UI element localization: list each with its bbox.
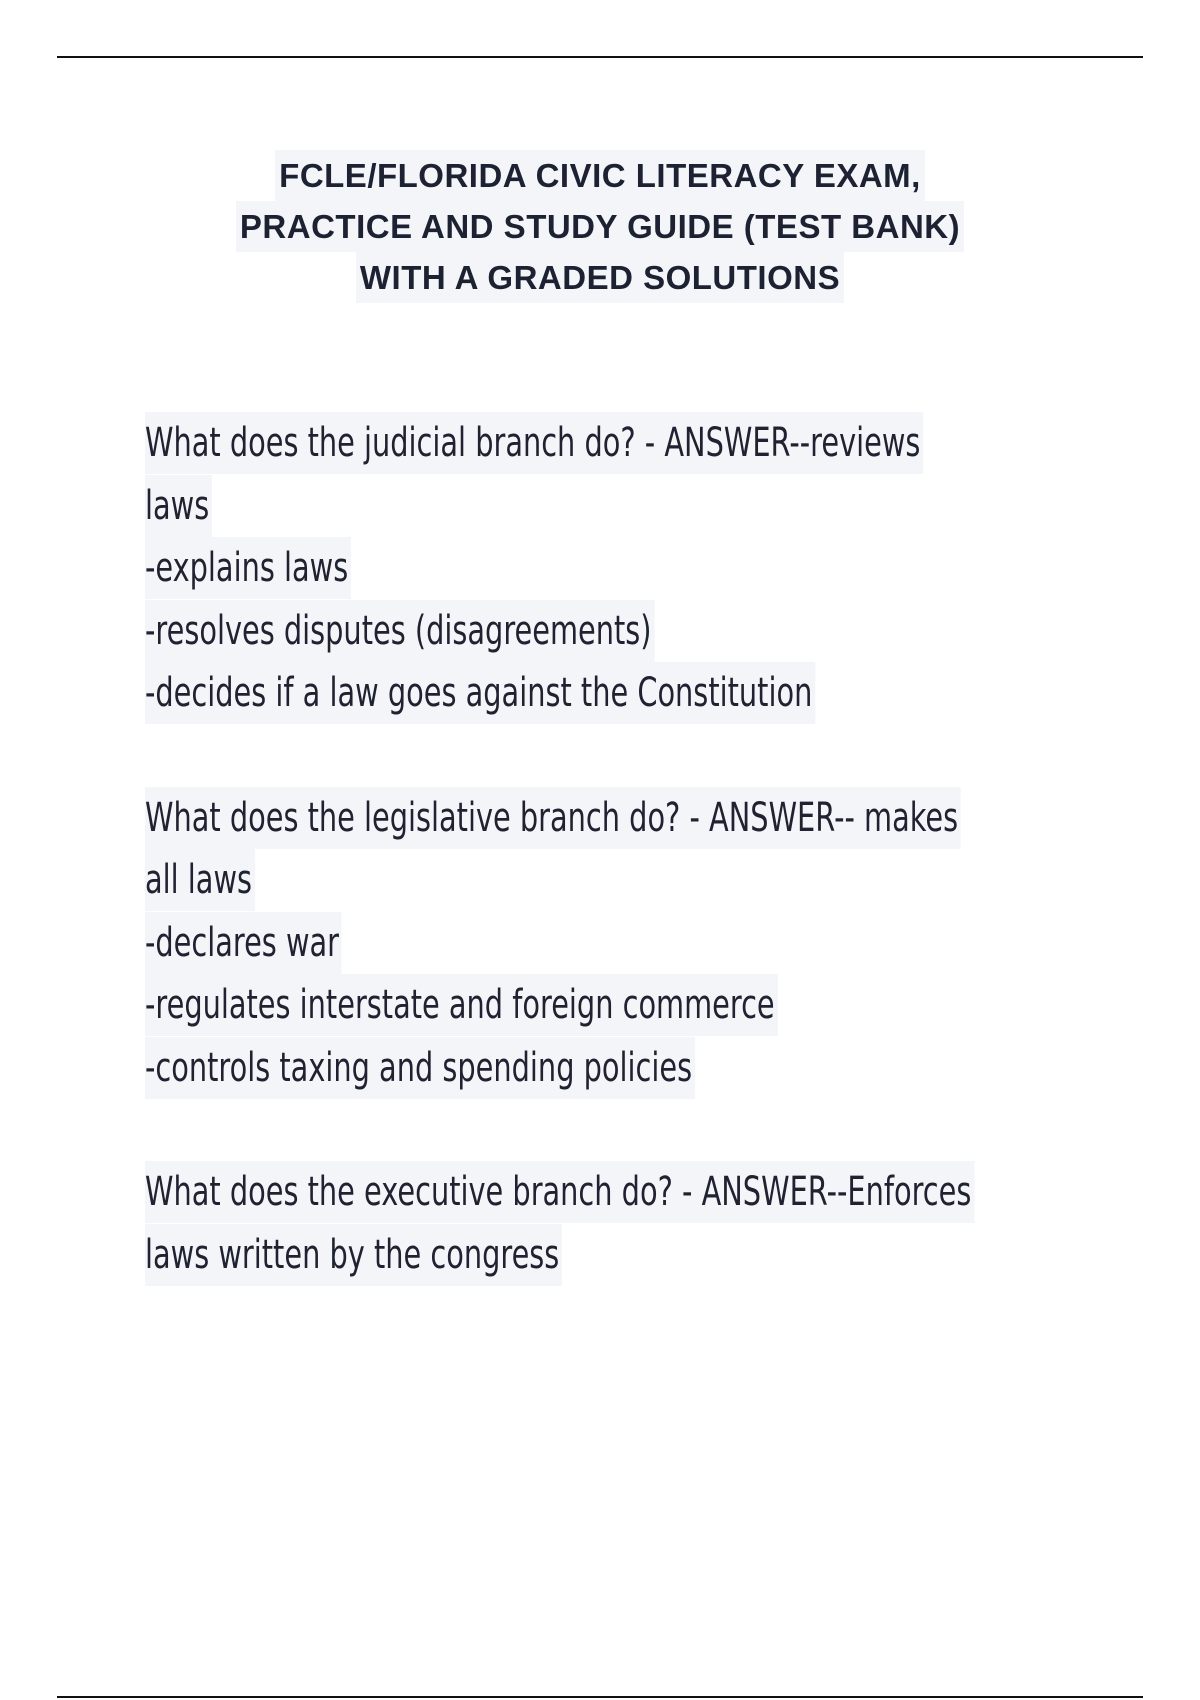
title-line: PRACTICE AND STUDY GUIDE (TEST BANK) xyxy=(236,201,964,252)
document-title xyxy=(0,150,1200,303)
bottom-rule xyxy=(57,1696,1143,1698)
qa-question-line: What does the judicial branch do? - ANSWER--reviews xyxy=(145,412,923,474)
qa-answer-line: -regulates interstate and foreign commerce xyxy=(145,974,778,1036)
qa-executive xyxy=(145,1161,1105,1286)
qa-answer-line: all laws xyxy=(145,849,255,911)
top-rule xyxy=(57,56,1143,58)
qa-question-line: What does the executive branch do? - ANSWER--Enforces xyxy=(145,1161,974,1223)
title-line: FCLE/FLORIDA CIVIC LITERACY EXAM, xyxy=(275,150,925,201)
qa-answer-line: laws written by the congress xyxy=(145,1224,562,1286)
qa-answer-line: -declares war xyxy=(145,912,342,974)
question-answer-list xyxy=(145,412,1105,1348)
qa-legislative xyxy=(145,787,1105,1100)
qa-answer-line: -explains laws xyxy=(145,537,351,599)
qa-judicial xyxy=(145,412,1105,725)
qa-answer-line: -resolves disputes (disagreements) xyxy=(145,600,654,662)
qa-answer-line: laws xyxy=(145,475,212,537)
qa-answer-line: -decides if a law goes against the Constitution xyxy=(145,662,815,724)
qa-answer-line: -controls taxing and spending policies xyxy=(145,1037,695,1099)
title-line: WITH A GRADED SOLUTIONS xyxy=(356,252,844,303)
qa-question-line: What does the legislative branch do? - ANSWER-- makes xyxy=(145,787,961,849)
